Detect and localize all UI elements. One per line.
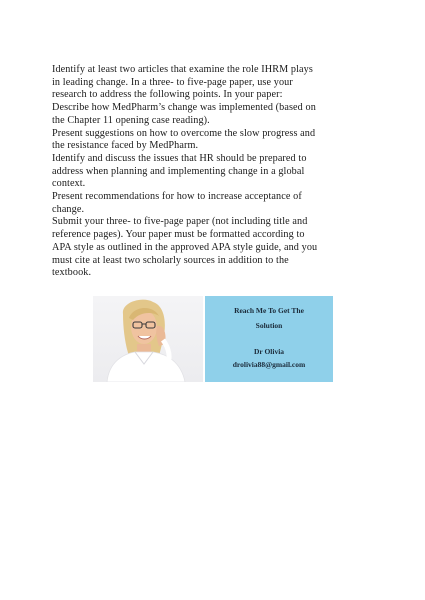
text-line: in leading change. In a three- to five-page paper, use your xyxy=(52,76,293,88)
text-line: address when planning and implementing change in a global xyxy=(52,165,305,177)
text-line: Submit your three- to five-page paper (not including title and xyxy=(52,216,308,228)
text-line: APA style as outlined in the approved APA style guide, and you xyxy=(52,241,318,253)
woman-photo xyxy=(93,296,203,382)
text-line: Describe how MedPharm’s change was implemented (based on xyxy=(52,102,316,114)
text-line: Identify at least two articles that examine the role IHRM plays xyxy=(52,64,313,75)
text-line: research to address the following points. In your paper: xyxy=(52,89,283,101)
contact-name: Dr Olivia xyxy=(253,347,285,356)
text-line: the resistance faced by MedPharm. xyxy=(52,140,199,152)
text-line: reference pages). Your paper must be formatted according to xyxy=(52,229,305,241)
text-line: change. xyxy=(52,203,85,215)
contact-heading: Reach Me To Get The xyxy=(234,306,304,315)
contact-subheading: Solution xyxy=(255,321,283,330)
text-line: must cite at least two scholarly sources in addition to the xyxy=(52,254,289,266)
assignment-text xyxy=(52,64,387,280)
text-line: Identify and discuss the issues that HR should be prepared to xyxy=(52,152,307,164)
text-line: context. xyxy=(52,178,86,190)
text-line: Present recommendations for how to increase acceptance of xyxy=(52,191,302,203)
contact-email[interactable]: drolivia88@gmail.com xyxy=(232,360,306,369)
text-line: textbook. xyxy=(52,267,92,279)
contact-box xyxy=(205,296,333,382)
woman-illustration xyxy=(93,296,203,382)
text-line: Present suggestions on how to overcome the slow progress and xyxy=(52,127,316,139)
promo-banner xyxy=(93,296,333,382)
text-line: the Chapter 11 opening case reading). xyxy=(52,114,210,126)
